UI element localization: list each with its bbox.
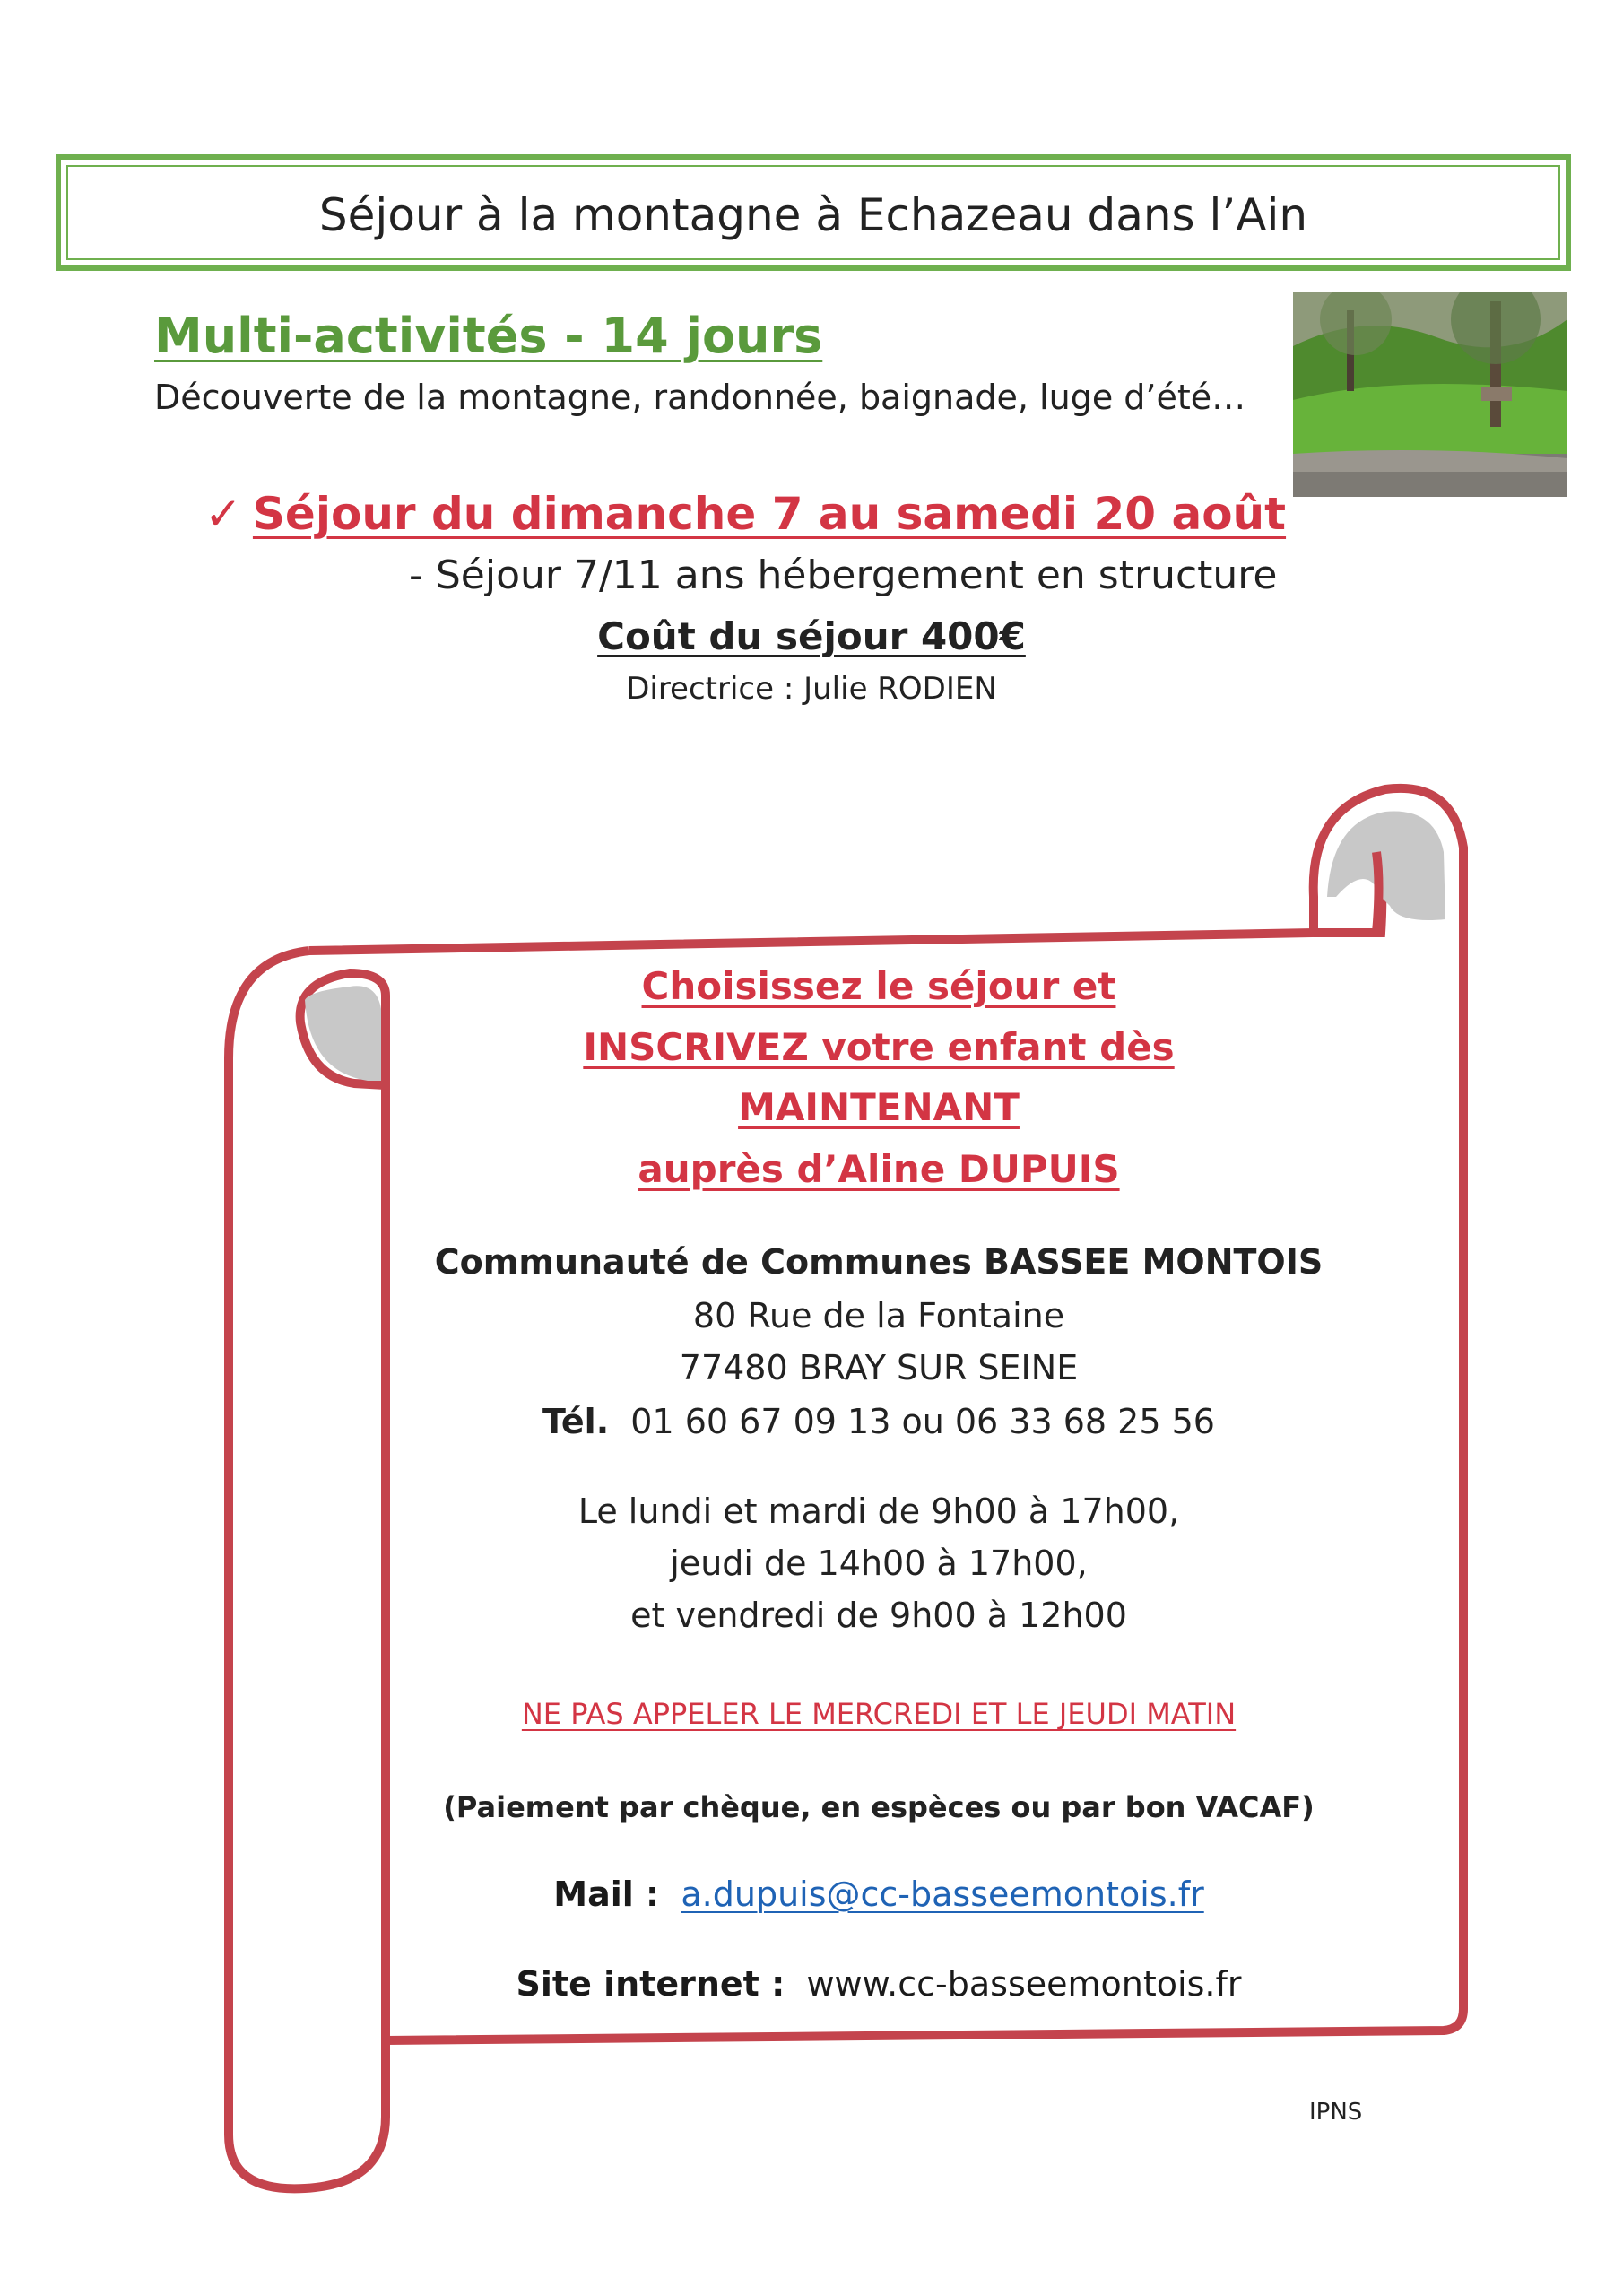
no-call-text: NE PAS APPELER LE MERCREDI ET LE JEUDI MATIN: [521, 1697, 1237, 1731]
phone-numbers: 01 60 67 09 13 ou 06 33 68 25 56: [630, 1402, 1215, 1441]
activities-text: Découverte de la montagne, randonnée, baignade, luge d’été…: [154, 378, 1246, 417]
hours-line-2: jeudi de 14h00 à 17h00,: [670, 1544, 1088, 1583]
street-address: 80 Rue de la Fontaine: [692, 1296, 1065, 1335]
signup-line-3: [215, 1081, 1542, 1135]
signup-line-1-text: Choisissez le séjour et: [641, 964, 1116, 1008]
site-line: [215, 1957, 1542, 2011]
signup-line-4-text: auprès d’Aline DUPUIS: [638, 1147, 1120, 1191]
organization-name: Communauté de Communes BASSEE MONTOIS: [434, 1242, 1324, 1282]
site-label: Site internet :: [516, 1964, 785, 2004]
phone-line: [215, 1396, 1542, 1448]
page-title: Séjour à la montagne à Echazeau dans l’Ain: [318, 189, 1308, 241]
mail-link[interactable]: a.dupuis@cc-basseemontois.fr: [681, 1874, 1204, 1914]
section-heading: Multi-activités - 14 jours: [154, 308, 823, 364]
signup-line-4: [215, 1143, 1542, 1196]
ipns-label: IPNS: [1309, 2099, 1363, 2126]
age-housing: - Séjour 7/11 ans hébergement en structure: [409, 552, 1278, 598]
signup-line-2-text: INSCRIVEZ votre enfant dès: [583, 1025, 1175, 1069]
site-url: www.cc-basseemontois.fr: [806, 1964, 1242, 2004]
stay-dates-text: Séjour du dimanche 7 au samedi 20 août: [252, 488, 1287, 540]
city-address: 77480 BRAY SUR SEINE: [679, 1348, 1079, 1387]
mail-label: Mail :: [553, 1874, 660, 1914]
phone-label: Tél.: [542, 1402, 610, 1441]
mail-line: [215, 1867, 1542, 1921]
no-call-warning: [215, 1692, 1542, 1736]
signup-line-3-text: MAINTENANT: [738, 1085, 1020, 1129]
hours-line-3: et vendredi de 9h00 à 12h00: [630, 1596, 1127, 1635]
check-icon: ✓: [204, 488, 242, 540]
payment-info: (Paiement par chèque, en espèces ou par bon VACAF): [443, 1790, 1315, 1824]
signup-line-2: [215, 1021, 1542, 1074]
stay-cost-text: Coût du séjour 400€: [597, 614, 1026, 658]
director: Directrice : Julie RODIEN: [626, 671, 997, 707]
signup-line-1: [215, 960, 1542, 1013]
hours-line-1: Le lundi et mardi de 9h00 à 17h00,: [577, 1492, 1180, 1531]
